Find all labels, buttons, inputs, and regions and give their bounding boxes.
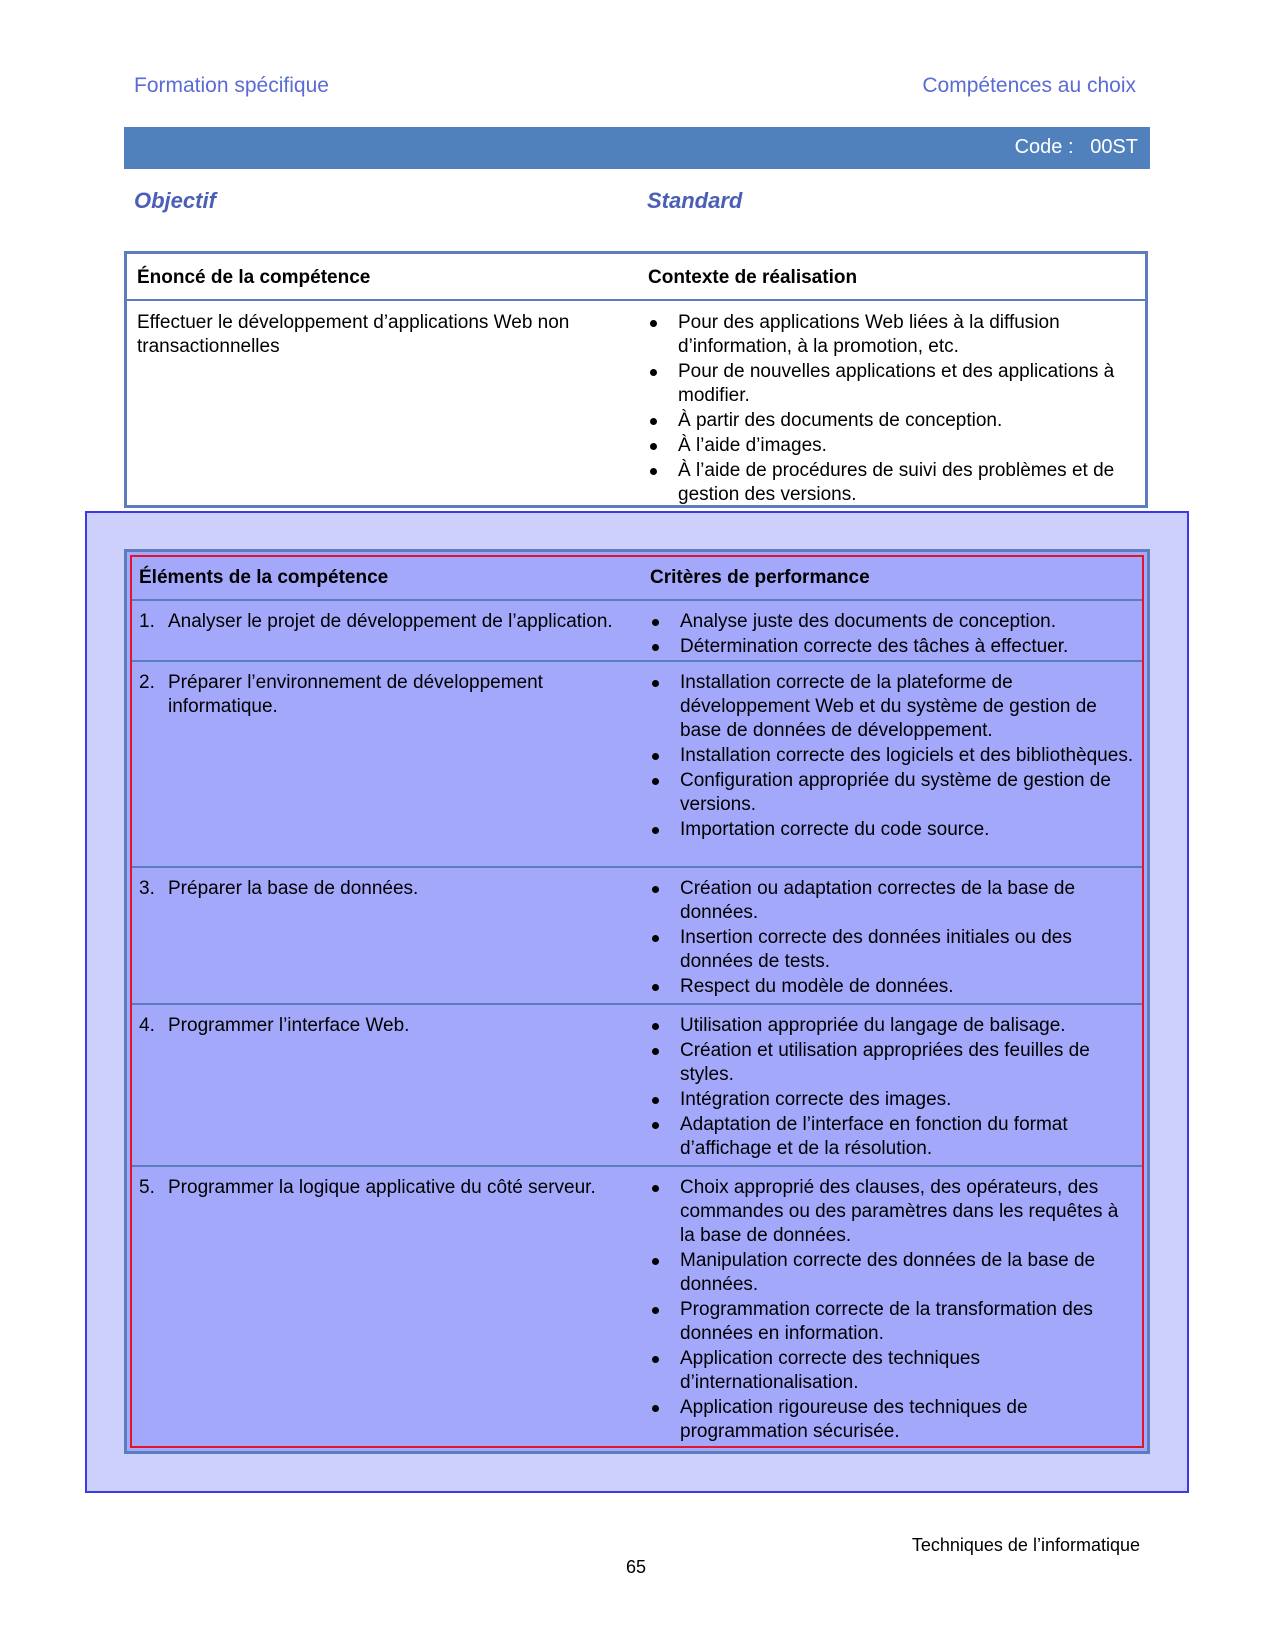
performance-criteria-table <box>124 549 1150 1454</box>
list-item: Analyse juste des documents de conception. <box>650 610 1135 634</box>
list-item: Configuration appropriée du système de gestion de versions. <box>650 769 1135 817</box>
list-item: Application correcte des techniques d’internationalisation. <box>650 1347 1135 1395</box>
list-item: Adaptation de l’interface en fonction du format d’affichage et de la résolution. <box>650 1113 1135 1161</box>
table-row <box>132 1005 1142 1167</box>
list-item: Respect du modèle de données. <box>650 975 1135 999</box>
bullet-icon <box>652 1356 659 1363</box>
list-item: Installation correcte de la plateforme de développement Web et du système de gestion de base de données de développement. <box>650 671 1135 743</box>
table-row <box>132 1167 1142 1442</box>
competency-element: 2. Préparer l’environnement de développement informatique. <box>139 672 543 717</box>
list-item: À l’aide de procédures de suivi des problèmes et de gestion des versions. <box>648 459 1133 507</box>
bullet-icon <box>652 753 659 760</box>
bullet-icon <box>652 1048 659 1055</box>
criteria-header: Critères de performance <box>650 567 870 588</box>
list-item: Création ou adaptation correctes de la base de données. <box>650 877 1135 925</box>
competency-statement: Effectuer le développement d’applications Web non transactionnelles <box>137 312 570 357</box>
bullet-icon <box>650 369 657 376</box>
footer-program-name: Techniques de l’informatique <box>911 1535 1140 1555</box>
list-item: Création et utilisation appropriées des feuilles de styles. <box>650 1039 1135 1087</box>
bullet-icon <box>652 1307 659 1314</box>
table-header-row <box>132 557 1142 601</box>
header-category: Compétences au choix <box>922 74 1136 97</box>
bullet-icon <box>650 418 657 425</box>
criteria-list <box>650 877 1135 1000</box>
list-item: Insertion correcte des données initiales ou des données de tests. <box>650 926 1135 974</box>
list-item: Choix approprié des clauses, des opérateurs, des commandes ou des paramètres dans les requêtes à la base de données. <box>650 1176 1135 1248</box>
bullet-icon <box>652 886 659 893</box>
bullet-icon <box>652 935 659 942</box>
competency-element: 4. Programmer l’interface Web. <box>139 1015 410 1036</box>
bullet-icon <box>652 984 659 991</box>
bullet-icon <box>650 320 657 327</box>
bullet-icon <box>652 778 659 785</box>
competency-statement-table <box>124 251 1148 508</box>
table-header-row <box>127 254 1145 301</box>
list-item: Détermination correcte des tâches à effectuer. <box>650 635 1135 659</box>
competency-element: 1. Analyser le projet de développement de l’application. <box>139 611 613 632</box>
list-item: Pour de nouvelles applications et des applications à modifier. <box>648 360 1133 408</box>
table-row <box>132 601 1142 662</box>
list-item: À l’aide d’images. <box>648 434 1133 458</box>
bullet-icon <box>652 619 659 626</box>
list-item: Intégration correcte des images. <box>650 1088 1135 1112</box>
competency-element: 3. Préparer la base de données. <box>139 878 419 899</box>
standard-label: Standard <box>647 188 743 213</box>
list-item: Utilisation appropriée du langage de balisage. <box>650 1014 1135 1038</box>
list-item: À partir des documents de conception. <box>648 409 1133 433</box>
competency-element: 5. Programmer la logique applicative du côté serveur. <box>139 1177 596 1198</box>
list-item: Programmation correcte de la transformation des données en information. <box>650 1298 1135 1346</box>
list-item: Manipulation correcte des données de la base de données. <box>650 1249 1135 1297</box>
bullet-icon <box>652 1258 659 1265</box>
list-item: Importation correcte du code source. <box>650 818 1135 842</box>
header-section-title: Formation spécifique <box>134 74 329 97</box>
bullet-icon <box>652 1023 659 1030</box>
selection-outline <box>130 555 1144 1448</box>
context-header: Contexte de réalisation <box>648 267 858 288</box>
table-row <box>132 868 1142 1005</box>
elements-header: Éléments de la compétence <box>139 567 389 588</box>
criteria-list <box>650 671 1135 843</box>
criteria-list <box>650 1014 1135 1162</box>
bullet-icon <box>652 1185 659 1192</box>
bullet-icon <box>652 680 659 687</box>
bullet-icon <box>652 827 659 834</box>
bullet-icon <box>650 443 657 450</box>
criteria-list <box>650 610 1135 660</box>
bullet-icon <box>652 1405 659 1412</box>
bullet-icon <box>652 1122 659 1129</box>
context-list <box>648 311 1133 508</box>
list-item: Application rigoureuse des techniques de programmation sécurisée. <box>650 1396 1135 1444</box>
bullet-icon <box>652 1097 659 1104</box>
bullet-icon <box>650 468 657 475</box>
list-item: Installation correcte des logiciels et des bibliothèques. <box>650 744 1135 768</box>
table-row <box>132 662 1142 868</box>
bullet-icon <box>652 644 659 651</box>
code-bar <box>124 127 1150 169</box>
statement-header: Énoncé de la compétence <box>137 267 371 288</box>
objective-label: Objectif <box>134 188 216 213</box>
criteria-list <box>650 1176 1135 1445</box>
page-number: 65 <box>626 1557 647 1577</box>
list-item: Pour des applications Web liées à la diffusion d’information, à la promotion, etc. <box>648 311 1133 359</box>
competency-code: Code : 00ST <box>1014 136 1138 158</box>
